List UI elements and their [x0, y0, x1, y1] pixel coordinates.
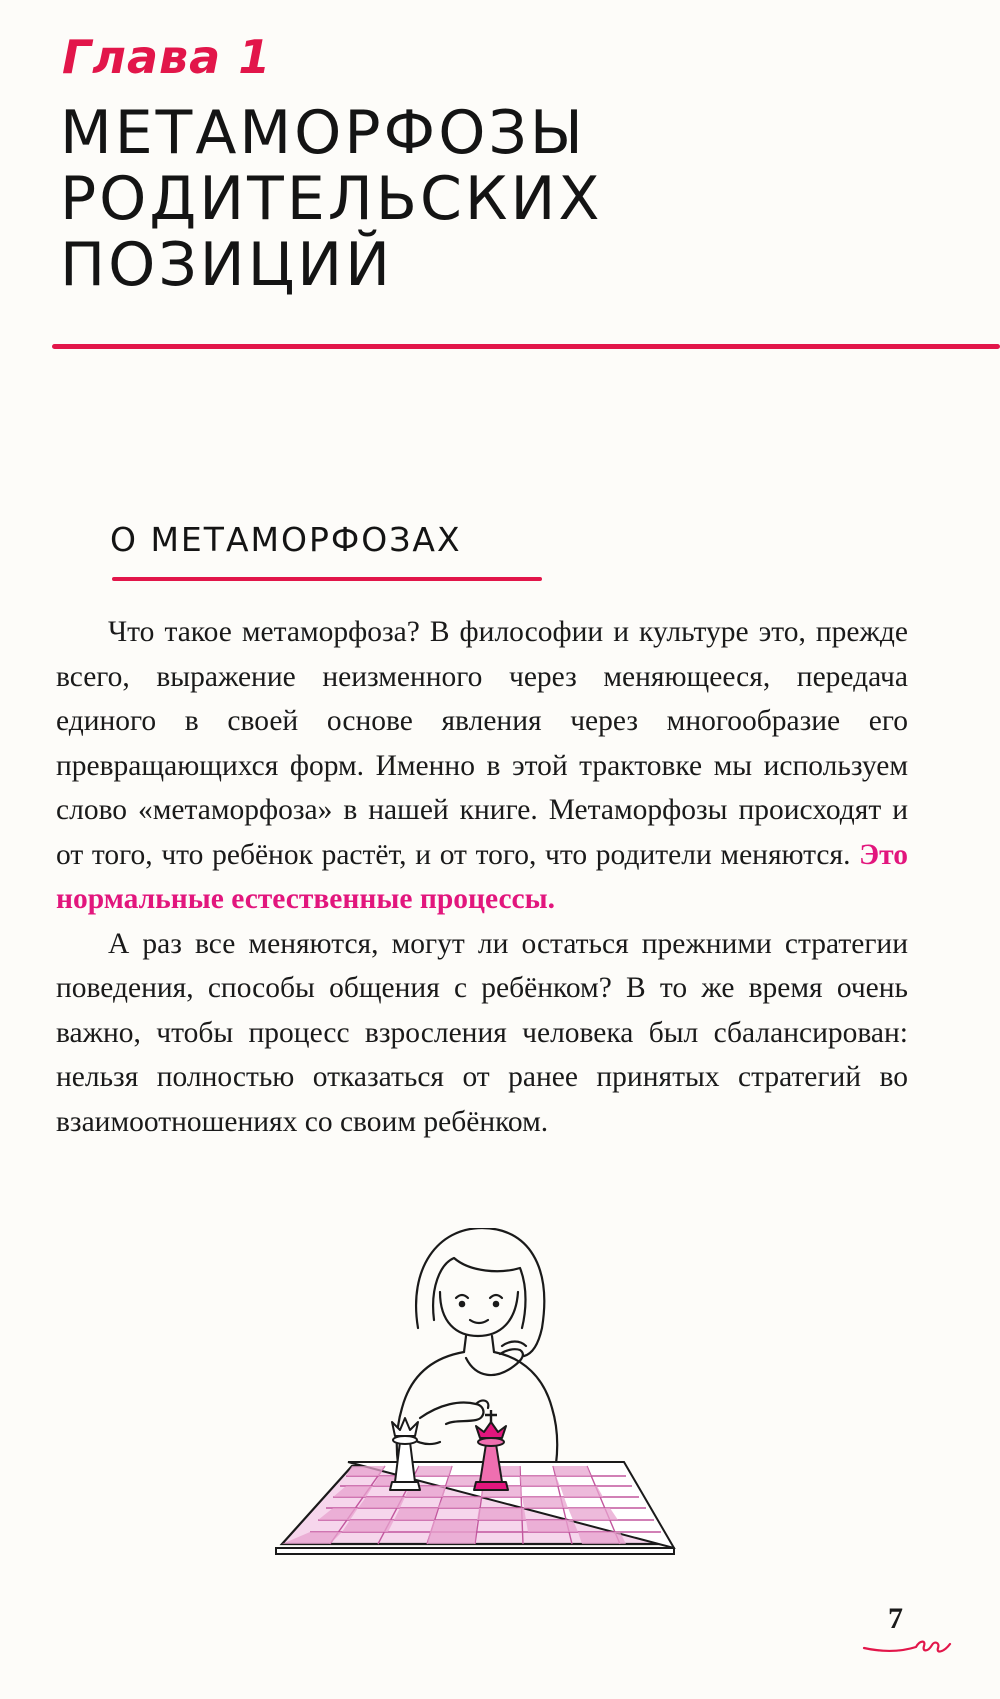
paragraph-1 [56, 610, 908, 922]
chapter-title-line-1: МЕТАМОРФОЗЫ [60, 98, 586, 168]
woman-playing-chess-icon [270, 1228, 700, 1568]
section-title-underline [112, 577, 542, 581]
paragraph-2: А раз все меняются, могут ли остаться прежними стратегии поведения, способы общения с ребёнком? В то же время очень важно, чтобы процесс взросления человека был сбалансирован: нельзя полностью отказаться от ранее принятых стратегий во взаимоотношениях со своим ребёнком. [56, 927, 908, 1138]
section-title: О МЕТАМОРФОЗАХ [110, 520, 462, 559]
body-text [56, 610, 908, 1144]
paragraph-1-text: Что такое метаморфоза? В философии и культуре это, прежде всего, выражение неизменного через меняющееся, передача единого в своей основе явления через многообразие его превращающихся форм. Именно в этой трактовке мы используем слово «метаморфоза» в нашей книге. Метаморфозы происходят и от того, что ребёнок растёт, и от того, что родители меняются. [56, 616, 908, 871]
chapter-title [60, 100, 960, 298]
chapter-label: Глава 1 [62, 30, 272, 84]
highlighted-sentence: Это нормальные естественные процессы. [56, 838, 908, 915]
page-flourish-icon [862, 1636, 952, 1660]
page-number: 7 [888, 1602, 903, 1635]
chapter-title-line-2: РОДИТЕЛЬСКИХ [60, 164, 603, 234]
chapter-title-line-3: ПОЗИЦИЙ [60, 230, 394, 300]
chapter-title-underline [52, 344, 1000, 349]
